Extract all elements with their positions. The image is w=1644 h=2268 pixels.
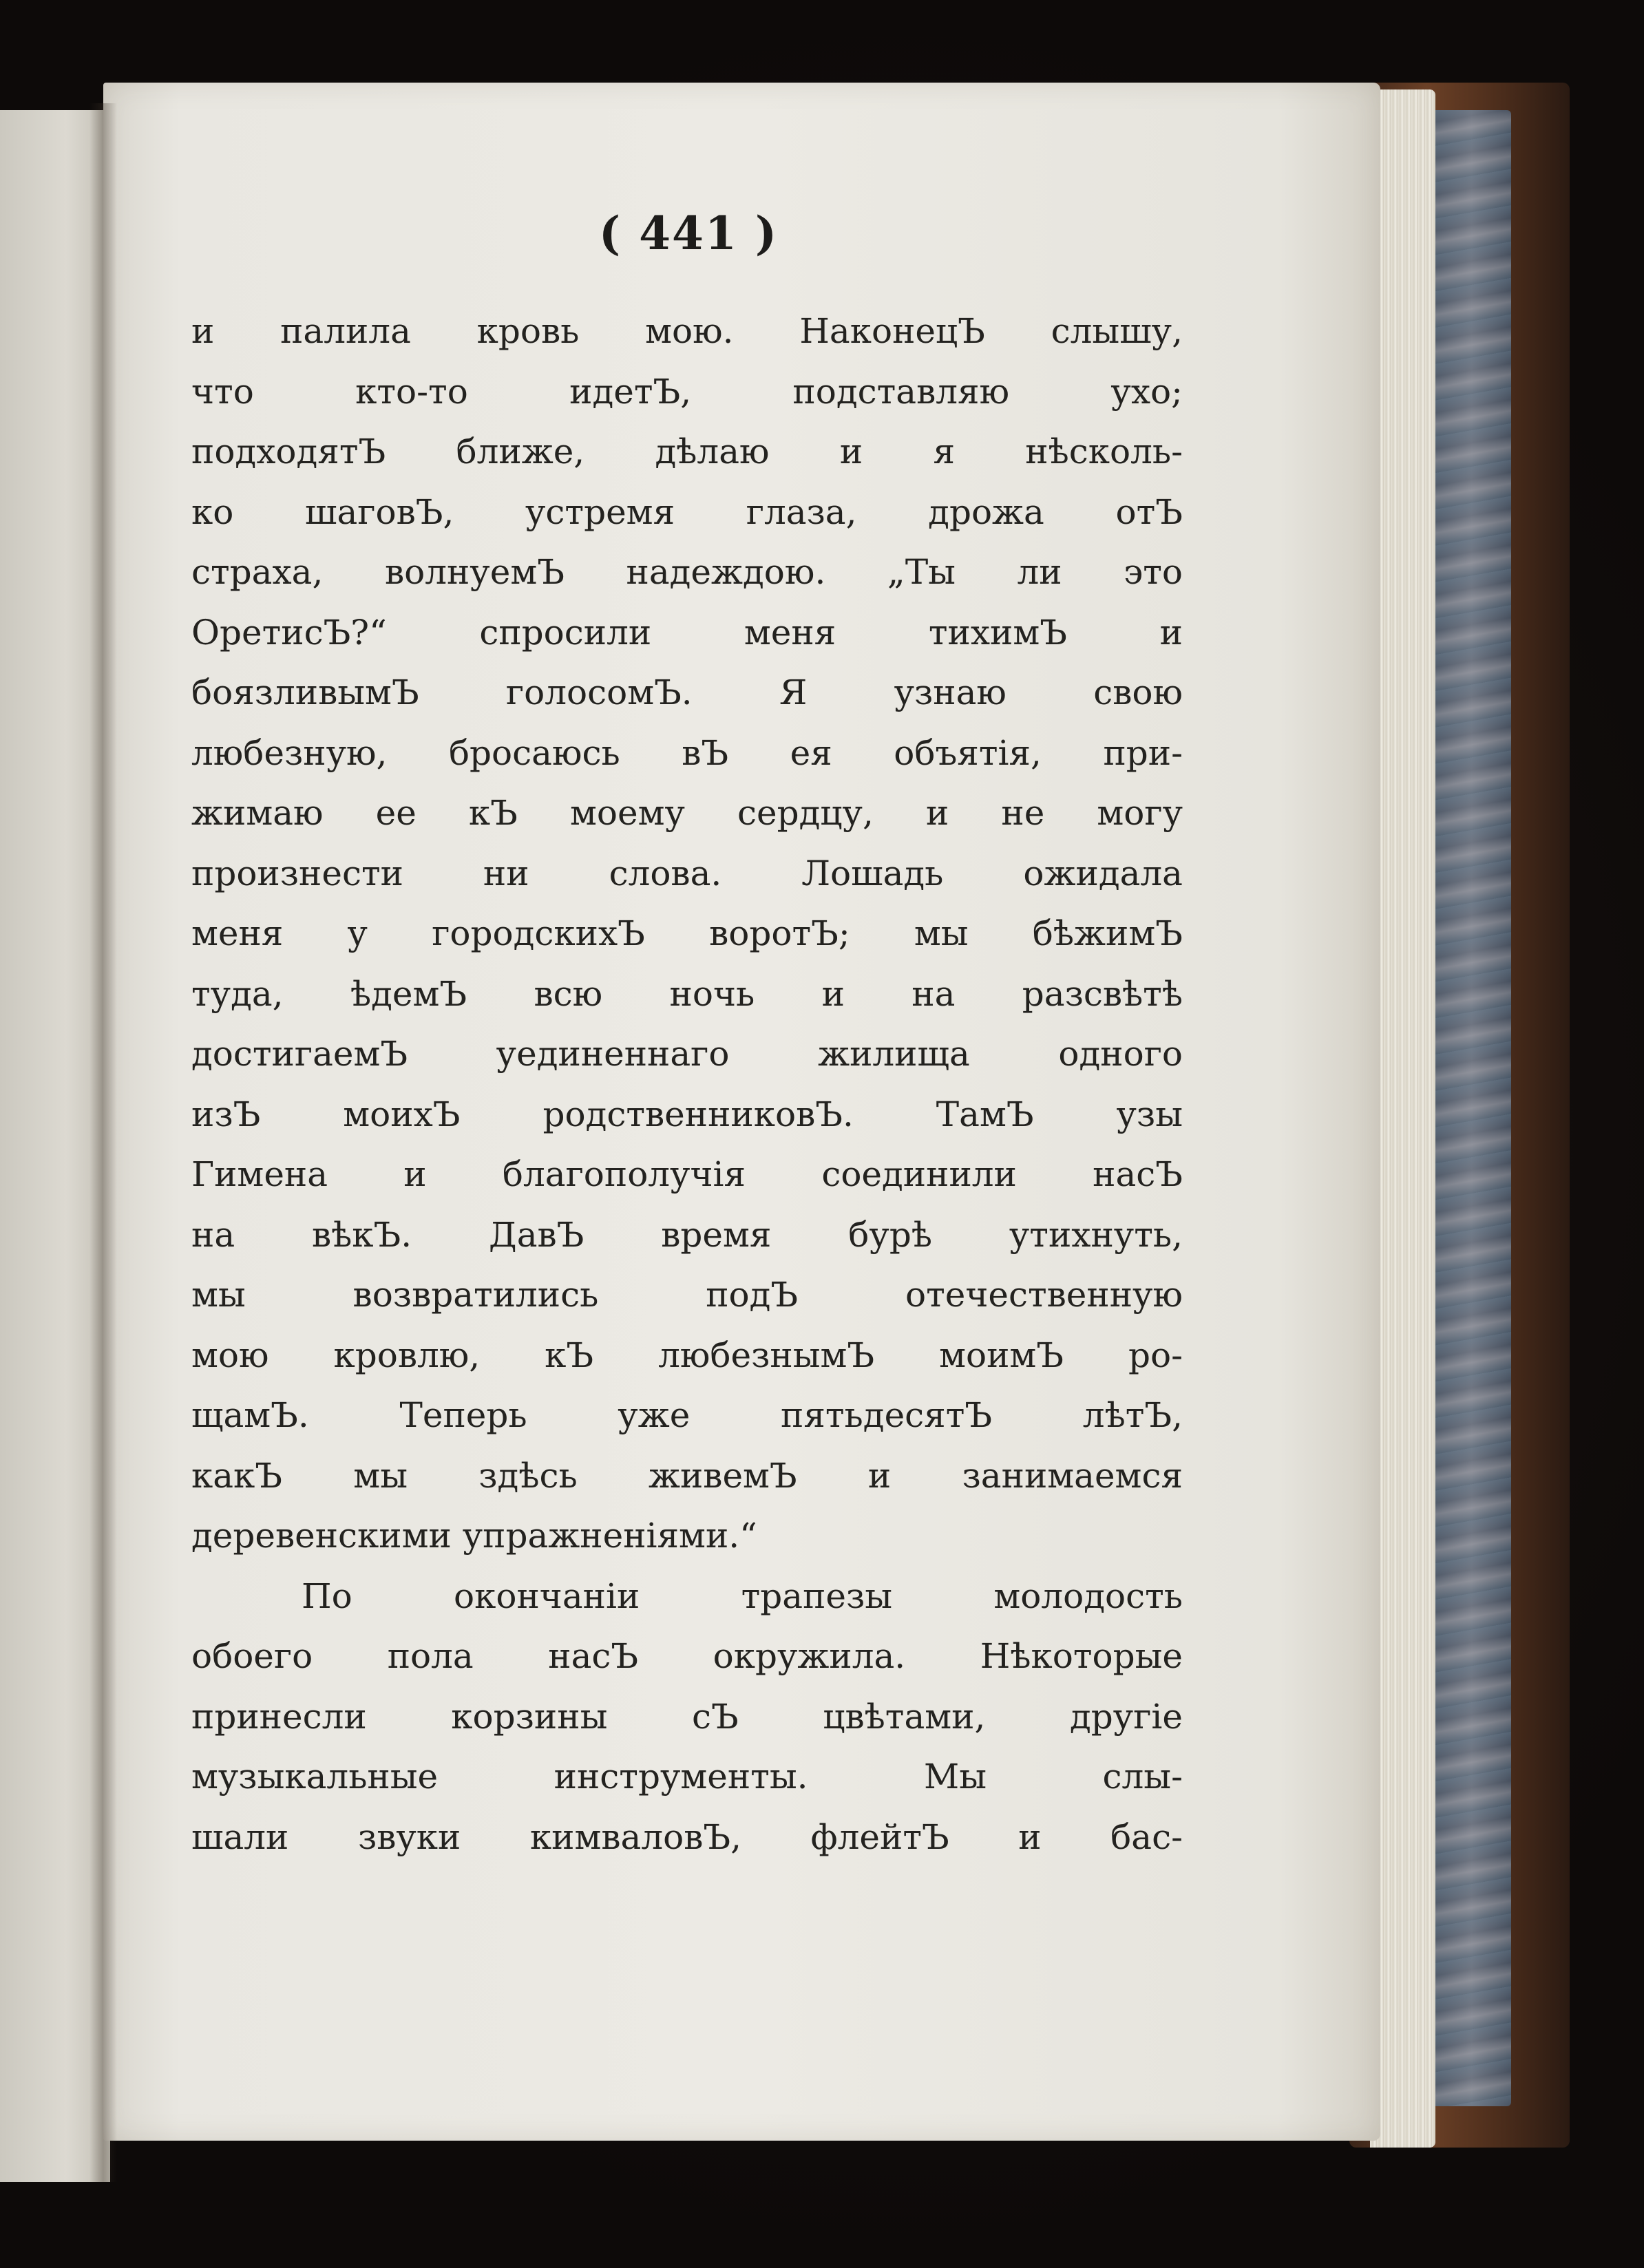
text-line: принесли корзины сЪ цвѣтами, другіе — [191, 1696, 1183, 1737]
text-line: По окончаніи трапезы молодость — [302, 1576, 1183, 1616]
text-line: на вѣкЪ. ДавЪ время бурѣ утихнуть, — [191, 1214, 1183, 1255]
text-line: страха, волнуемЪ надеждою. „Ты ли это — [191, 552, 1183, 592]
text-line: и палила кровь мою. НаконецЪ слышу, — [191, 311, 1183, 351]
marbled-edge — [1432, 110, 1511, 2106]
text-line: меня у городскихЪ воротЪ; мы бѣжимЪ — [191, 913, 1183, 953]
text-line: щамЪ. Теперь уже пятьдесятЪ лѣтЪ, — [191, 1395, 1183, 1435]
page-gutter — [89, 103, 117, 2182]
text-line: мою кровлю, кЪ любезнымЪ моимЪ ро- — [191, 1335, 1183, 1375]
text-line: что кто-то идетЪ, подставляю ухо; — [191, 371, 1183, 412]
text-line: подходятЪ ближе, дѣлаю и я нѣсколь- — [191, 432, 1183, 471]
text-line: обоего пола насЪ окружила. Нѣкоторые — [191, 1636, 1183, 1676]
text-line: Гимена и благополучія соединили насЪ — [191, 1154, 1183, 1194]
text-line: изЪ моихЪ родственниковЪ. ТамЪ узы — [191, 1094, 1183, 1134]
text-line: произнести ни слова. Лошадь ожидала — [191, 853, 1183, 893]
text-line: мы возвратились подЪ отечественную — [191, 1275, 1183, 1315]
text-line: ко шаговЪ, устремя глаза, дрожа отЪ — [191, 491, 1183, 532]
text-line: шали звуки кимваловЪ, флейтЪ и бас- — [191, 1816, 1183, 1857]
text-line: музыкальные инструменты. Мы слы- — [191, 1757, 1183, 1797]
text-line: достигаемЪ уединеннаго жилища одного — [191, 1034, 1183, 1074]
text-line: какЪ мы здѣсь живемЪ и занимаемся — [191, 1455, 1183, 1496]
text-line: жимаю ее кЪ моему сердцу, и не могу — [191, 793, 1183, 833]
page-number: ( 441 ) — [598, 206, 779, 260]
text-line: любезную, бросаюсь вЪ ея объятія, при- — [191, 732, 1183, 773]
text-line: боязливымЪ голосомЪ. Я узнаю свою — [191, 672, 1183, 712]
text-line: туда, ѣдемЪ всю ночь и на разсвѣтѣ — [191, 973, 1183, 1014]
text-line: ОретисЪ?“ спросили меня тихимЪ и — [191, 612, 1183, 653]
page-text — [191, 301, 1183, 1867]
text-line: деревенскими упражненіями.“ — [191, 1516, 757, 1556]
